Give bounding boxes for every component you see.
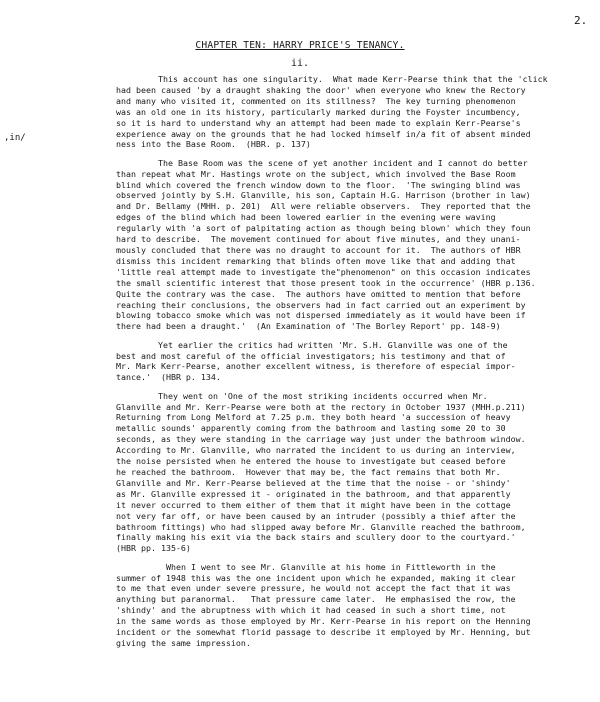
text-line: had been caused 'by a draught shaking the door' when everyone who knew the Rectory	[116, 84, 526, 95]
text-line: metallic sounds' apparently coming from the bathroom and lasting some 20 to 30	[116, 423, 506, 434]
text-line: blind which covered the french window down to the floor. 'The swinging blind was	[116, 179, 521, 190]
text-line: blowing tobacco smoke which was not dispersed immediately as it would have been if	[116, 310, 526, 321]
chapter-heading-text: CHAPTER TEN: HARRY PRICE'S TENANCY.	[195, 40, 405, 51]
text-line: was an old one in its history, particularly marked during the Foyster incumbency,	[116, 106, 521, 117]
text-line: observed jointly by S.H. Glanville, his son, Captain H.G. Harrison (brother in law)	[116, 190, 531, 201]
text-line: Glanville and Mr. Kerr-Pearse were both at the rectory in October 1937 (MHH.p.211)	[116, 401, 526, 412]
section-number: ii.	[290, 58, 310, 69]
text-line: Mr. Mark Kerr-Pearse, another excellent witness, is therefore of especial impor-	[116, 361, 516, 372]
text-line: to me that even under severe pressure, he would not accept the fact that it was	[116, 583, 511, 594]
text-line: dismiss this incident remarking that blinds often move like that and adding that	[116, 255, 516, 266]
text-line: in the same words as those employed by Mr. Kerr-Pearse in his report on the Henning	[116, 616, 531, 627]
text-line: Yet earlier the critics had written 'Mr. S.H. Glanville was one of the	[158, 339, 508, 350]
text-line: When I went to see Mr. Glanville at his home in Fittleworth in the	[166, 561, 496, 572]
text-line: as Mr. Glanville expressed it - originated in the bathroom, and that apparently	[116, 488, 511, 499]
text-line: Returning from Long Melford at 7.25 p.m. they both heard 'a succession of heavy	[116, 412, 511, 423]
text-line: tance.' (HBR p. 134.	[116, 372, 221, 383]
paragraph-account-singularity	[116, 74, 586, 150]
text-line: bathroom fittings) who had slipped away before Mr. Glanville reached the bathroom,	[116, 521, 526, 532]
text-line: reaching their conclusions, the observers had in fact carried out an experiment by	[116, 299, 526, 310]
text-line: hard to describe. The movement continued for about five minutes, and they unani-	[116, 234, 521, 245]
text-line: not very far off, or have been caused by an intruder (possibly a thief after the	[116, 510, 516, 521]
text-line: there had been a draught.' (An Examination of 'The Borley Report' pp. 148-9)	[116, 321, 501, 332]
text-line: The Base Room was the scene of yet another incident and I cannot do better	[158, 157, 528, 168]
text-line: This account has one singularity. What made Kerr-Pearse think that the 'click	[158, 74, 548, 84]
text-line: mously concluded that there was no draught to account for it. The authors of HBR	[116, 244, 521, 255]
text-line: regularly with 'a sort of palpitating action as though being blown' which they foun	[116, 223, 531, 234]
text-line: According to Mr. Glanville, who narrated the incident to us during an interview,	[116, 445, 516, 456]
text-line: giving the same impression.	[116, 637, 251, 648]
chapter-heading	[0, 40, 600, 51]
text-line: 'little real attempt made to investigate the"phenomenon" on this occasion indicates	[116, 266, 531, 277]
text-line: and many who visited it, commented on its stillness? The key turning phenomenon	[116, 95, 516, 106]
paragraph-metallic-sounds	[116, 391, 586, 555]
text-line: (HBR pp. 135-6)	[116, 543, 191, 554]
margin-note: ,in/	[4, 133, 26, 143]
text-line: he reached the bathroom. However that may be, the fact remains that both Mr.	[116, 466, 501, 477]
text-line: anything but paranormal. That pressure came later. He emphasised the row, the	[116, 594, 516, 605]
text-line: the noise persisted when he entered the house to investigate but ceased before	[116, 456, 506, 467]
text-line: Quite the contrary was the case. The authors have omitted to mention that before	[116, 288, 521, 299]
text-line: than repeat what Mr. Hastings wrote on the subject, which involved the Base Room	[116, 168, 516, 179]
text-line: seconds, as they were standing in the carriage way just under the bathroom window.	[116, 434, 526, 445]
text-line: incident or the somewhat florid passage to describe it employed by Mr. Henning, but	[116, 627, 531, 638]
text-line: best and most careful of the official investigators; his testimony and that of	[116, 350, 506, 361]
text-line: summer of 1948 this was the one incident upon which he expanded, making it clear	[116, 572, 516, 583]
text-line: They went on 'One of the most striking incidents occurred when Mr.	[158, 390, 488, 401]
paragraph-base-room-blind	[116, 158, 586, 333]
text-line: 'shindy' and the abruptness with which it had ceased in such a short time, not	[116, 605, 506, 616]
text-line: the small scientific interest that those present took in the occurrence' (HBR p.136.	[116, 277, 536, 288]
text-line: finally making his exit via the back stairs and scullery door to the courtyard.'	[116, 532, 516, 543]
text-line: edges of the blind which had been lowered earlier in the evening were waving	[116, 212, 496, 223]
text-line: so it is hard to understand why an attempt had been made to explain Kerr-Pearse's	[116, 117, 521, 128]
paragraph-critics-earlier	[116, 340, 586, 384]
page-number: 2.	[574, 14, 588, 27]
paragraph-fittleworth-visit	[116, 562, 586, 649]
body-text	[116, 74, 586, 656]
text-line: ness into the Base Room. (HBR. p. 137)	[116, 139, 311, 150]
text-line: Glanville and Mr. Kerr-Pearse believed at the time that the noise - or 'shindy'	[116, 477, 511, 488]
text-line: it never occurred to them either of them that it might have been in the cottage	[116, 499, 511, 510]
text-line: experience away on the grounds that he had locked himself in/a fit of absent minded	[116, 128, 531, 139]
text-line: and Dr. Bellamy (MHH. p. 201) All were reliable observers. They reported that the	[116, 201, 531, 212]
